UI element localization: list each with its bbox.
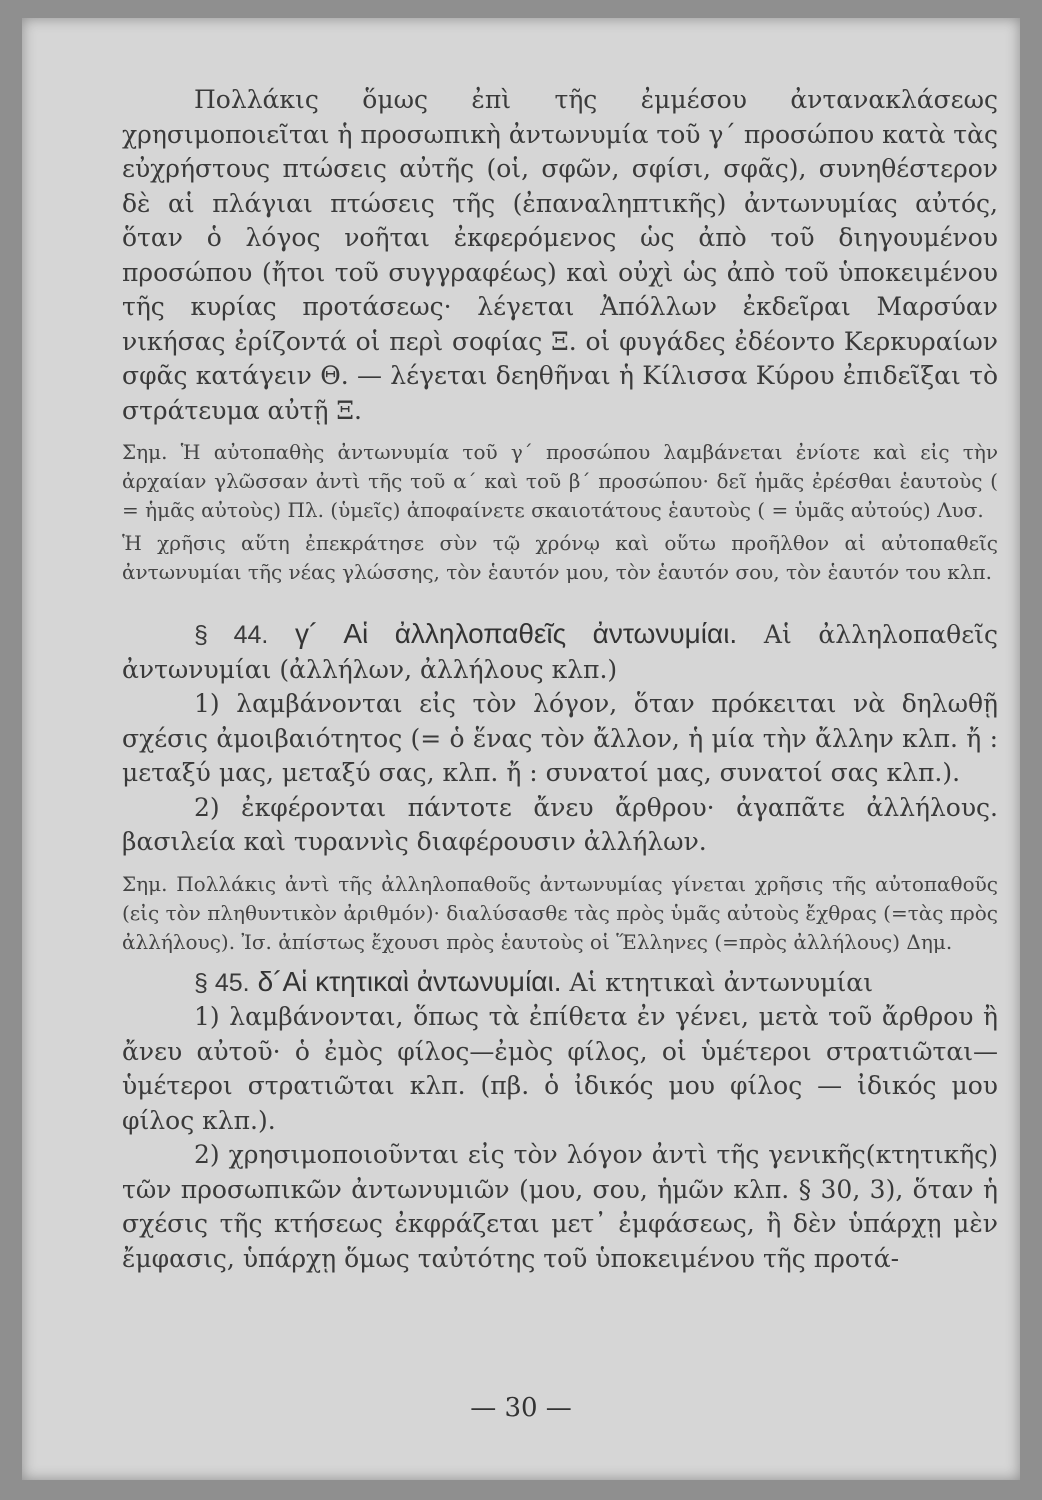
section-45-intro: Αἱ κτητικαὶ ἀντωνυμίαι [569,967,873,997]
page-number: — 30 — [470,1393,572,1423]
section-44-note: Σημ. Πολλάκις ἀντὶ τῆς ἀλληλοπαθοῦς ἀντωνυμίας γίνεται χρῆσις τῆς αὐτοπαθοῦς (εἰς τὸν πληθυντικὸν ἀριθμόν)· διαλύσασθε τὰς πρὸς ὑμᾶς αὐτοὺς ἔχθρας (=τὰς πρὸς ἀλλήλους). Ἰσ. ἀπίστως ἔχουσι πρὸς ἑαυτοὺς οἱ Ἕλληνες (=πρὸς ἀλλήλους) Δημ. [122,871,998,954]
section-45-title: δ´Αἱ κτητικαὶ ἀντωνυμίαι. [257,965,562,997]
section-45-item-1: 1) λαμβάνονται, ὅπως τὰ ἐπίθετα ἐν γένει, μετὰ τοῦ ἄρθρου ἢ ἄνευ αὐτοῦ· ὁ ἐμὸς φίλος—ἐμὸς φίλος, οἱ ὑμέτεροι στρατιῶται—ὑμέτεροι στρατιῶται κλπ. (πβ. ὁ ἰδικός μου φίλος — ἰδικός μου φίλος κλπ.). [122,1002,998,1135]
section-44-item-1: 1) λαμβάνονται εἰς τὸν λόγον, ὅταν πρόκειται νὰ δηλωθῇ σχέσις ἀμοιβαιότητος (= ὁ ἕνας τὸν ἄλλον, ἡ μία τὴν ἄλλην κλπ. ἤ : μεταξύ μας, μεταξύ σας, κλπ. ἤ : συνατοί μας, συνατοί σας κλπ.). [122,689,998,787]
note-modern-reflexive: Ἡ χρῆσις αὕτη ἐπεκράτησε σὺν τῷ χρόνῳ καὶ οὕτω προῆλθον αἱ αὐτοπαθεῖς ἀντωνυμίαι τῆς νέας γλώσσης, τὸν ἑαυτόν μου, τὸν ἑαυτόν σου, τὸν ἑαυτόν του κλπ. [122,531,998,584]
section-45-item-2: 2) χρησιμοποιοῦνται εἰς τὸν λόγον ἀντὶ τῆς γενικῆς(κτητικῆς) τῶν προσωπικῶν ἀντωνυμιῶν (μου, σου, ἡμῶν κλπ. § 30, 3), ὅταν ἡ σχέσις τῆς κτήσεως ἐκφράζεται μετ᾽ ἐμφάσεως, ἢ δὲν ὑπάρχῃ μὲν ἔμφασις, ὑπάρχῃ ὅμως ταὐτότης τοῦ ὑποκειμένου τῆς προτά- [122,1140,998,1273]
section-44-title: γ´ Αἱ ἀλληλοπαθεῖς ἀντωνυμίαι. [295,618,738,649]
section-44-number: § 44. [194,621,269,649]
page-text [122,83,998,1276]
section-44-heading [122,617,998,687]
paragraph-reflexive-indirect: Πολλάκις ὅμως ἐπὶ τῆς ἐμμέσου ἀντανακλάσεως χρησιμοποιεῖται ἡ προσωπικὴ ἀντωνυμία τοῦ γ´ προσώπου κατὰ τὰς εὐχρήστους πτώσεις αὐτῆς (οἱ, σφῶν, σφίσι, σφᾶς), συνηθέστερον δὲ αἱ πλάγιαι πτώσεις τῆς (ἐπαναληπτικῆς) ἀντωνυμίας αὐτός, ὅταν ὁ λόγος νοῆται ἐκφερόμενος ὡς ἀπὸ τοῦ διηγουμένου προσώπου (ἤτοι τοῦ συγγραφέως) καὶ οὐχὶ ὡς ἀπὸ τοῦ ὑποκειμένου τῆς κυρίας προτάσεως· λέγεται Ἀπόλλων ἐκδεῖραι Μαρσύαν νικήσας ἐρίζοντά οἱ περὶ σοφίας Ξ. οἱ φυγάδες ἐδέοντο Κερκυραίων σφᾶς κατάγειν Θ. — λέγεται δεηθῆναι ἡ Κίλισσα Κύρου ἐπιδεῖξαι τὸ στράτευμα αὐτῇ Ξ. [122,85,998,425]
section-44-intro: Αἱ ἀλληλοπαθεῖς ἀντωνυμίαι (ἀλλήλων, ἀλλήλους κλπ.) [122,620,998,684]
section-45-number: § 45. [194,968,250,997]
note-reflexive-first-second-person: Σημ. Ἡ αὐτοπαθὴς ἀντωνυμία τοῦ γ´ προσώπου λαμβάνεται ἐνίοτε καὶ εἰς τὴν ἀρχαίαν γλῶσσαν ἀντὶ τῆς τοῦ α´ καὶ τοῦ β´ προσώπου· δεῖ ἡμᾶς ἐρέσθαι ἑαυτοὺς ( = ἡμᾶς αὐτοὺς) Πλ. (ὑμεῖς) ἀποφαίνετε σκαιοτάτους ἑαυτοὺς ( = ὑμᾶς αὐτούς) Λυσ. [122,440,998,522]
section-44-item-2: 2) ἐκφέρονται πάντοτε ἄνευ ἄρθρου· ἀγαπᾶτε ἀλλήλους. βασιλεία καὶ τυραννὶς διαφέρουσιν ἀλλήλων. [122,792,998,856]
book-page [22,18,1020,1480]
section-45-heading [122,965,998,1001]
